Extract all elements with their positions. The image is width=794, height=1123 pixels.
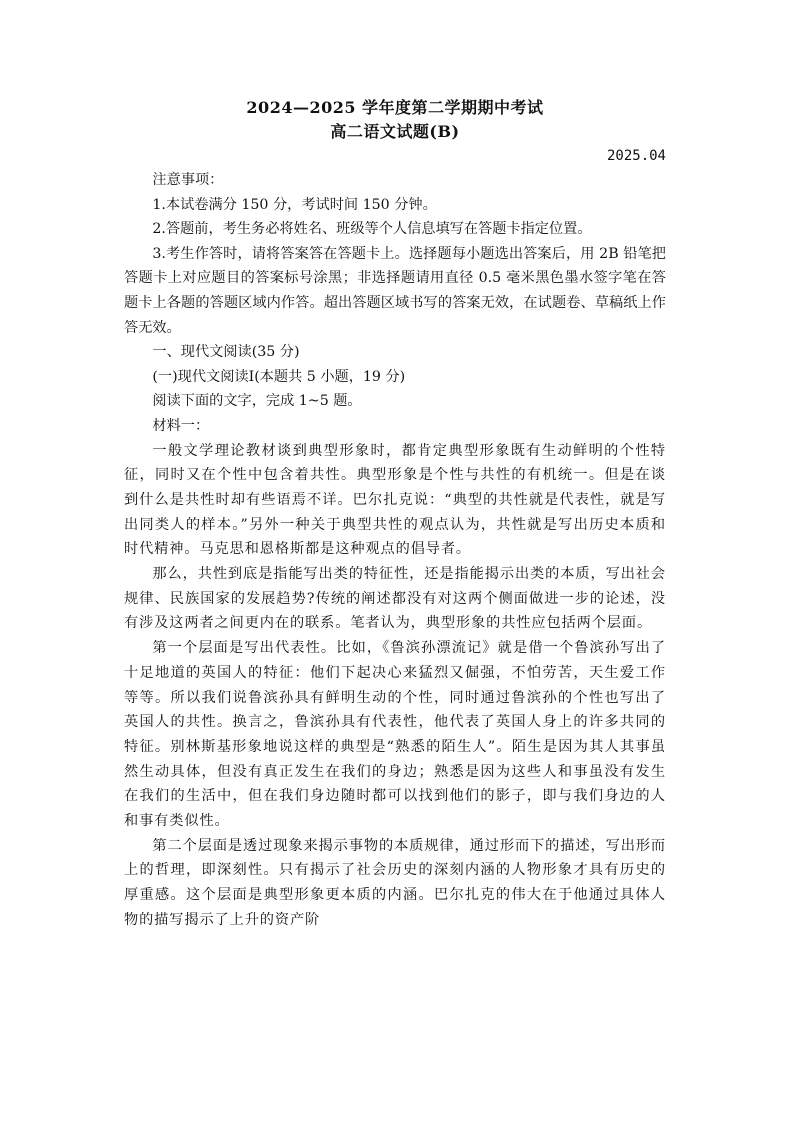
exam-title: 2024—2025 学年度第二学期期中考试 <box>246 98 544 117</box>
passage-paragraph: 一般文学理论教材谈到典型形象时，都肯定典型形象既有生动鲜明的个性特征，同时又在个性中包含着共性。典型形象是个性与共性的有机统一。但是在谈到什么是共性时却有些语焉不详。巴尔扎克说：“典型的共性就是代表性，就是写出同类人的样本。”另外一种关于典型共性的观点认为，共性就是写出历史本质和时代精神。马克思和恩格斯都是这种观点的倡导者。 <box>124 442 666 558</box>
exam-date: 2025.04 <box>606 148 666 164</box>
exam-page <box>124 96 666 933</box>
reading-instruction: 阅读下面的文字，完成 1~5 题。 <box>152 393 362 410</box>
exam-subtitle: 高二语文试题(B) <box>330 122 460 141</box>
subsection-title: (一)现代文阅读Ⅰ(本题共 5 小题，19 分) <box>152 368 406 385</box>
passage-paragraph: 第二个层面是透过现象来揭示事物的本质规律，通过形而下的描述，写出形而上的哲理，即深刻性。只有揭示了社会历史的深刻内涵的人物形象才具有历史的厚重感。这个层面是典型形象更本质的内涵。巴尔扎克的伟大在于他通过具体人物的描写揭示了上升的资产阶 <box>124 837 666 928</box>
notice-item-3: 3.考生作答时，请将答案答在答题卡上。选择题每小题选出答案后，用 2B 铅笔把答题卡上对应题目的答案标号涂黑；非选择题请用直径 0.5 毫米黑色墨水签字笔在答题卡上各题的答题区域内作答。超出答题区域书写的答案无效，在试题卷、草稿纸上作答无效。 <box>124 245 666 336</box>
notice-heading: 注意事项： <box>152 172 224 188</box>
material-label: 材料一： <box>152 417 210 434</box>
section-title: 一、现代文阅读(35 分) <box>152 344 300 361</box>
passage-paragraph: 那么，共性到底是指能写出类的特征性，还是指能揭示出类的本质，写出社会规律、民族国家的发展趋势?传统的阐述都没有对这两个侧面做进一步的论述，没有涉及这两者之间更内在的联系。笔者认为，典型形象的共性应包括两个层面。 <box>124 566 666 632</box>
passage-paragraph: 第一个层面是写出代表性。比如，《鲁滨孙漂流记》就是借一个鲁滨孙写出了十足地道的英国人的特征：他们下起决心来猛烈又倔强，不怕劳苦，天生爱工作等等。所以我们说鲁滨孙具有鲜明生动的个性，同时通过鲁滨孙的个性也写出了英国人的共性。换言之，鲁滨孙具有代表性，他代表了英国人身上的许多共同的特征。别林斯基形象地说这样的典型是“熟悉的陌生人”。陌生是因为其人其事虽然生动具体，但没有真正发生在我们的身边；熟悉是因为这些人和事虽没有发生在我们的生活中，但在我们身边随时都可以找到他们的影子，即与我们身边的人和事有类似性。 <box>124 640 666 830</box>
notice-item-2: 2.答题前，考生务必将姓名、班级等个人信息填写在答题卡指定位置。 <box>152 221 592 238</box>
notice-item-1: 1.本试卷满分 150 分，考试时间 150 分钟。 <box>152 196 437 213</box>
